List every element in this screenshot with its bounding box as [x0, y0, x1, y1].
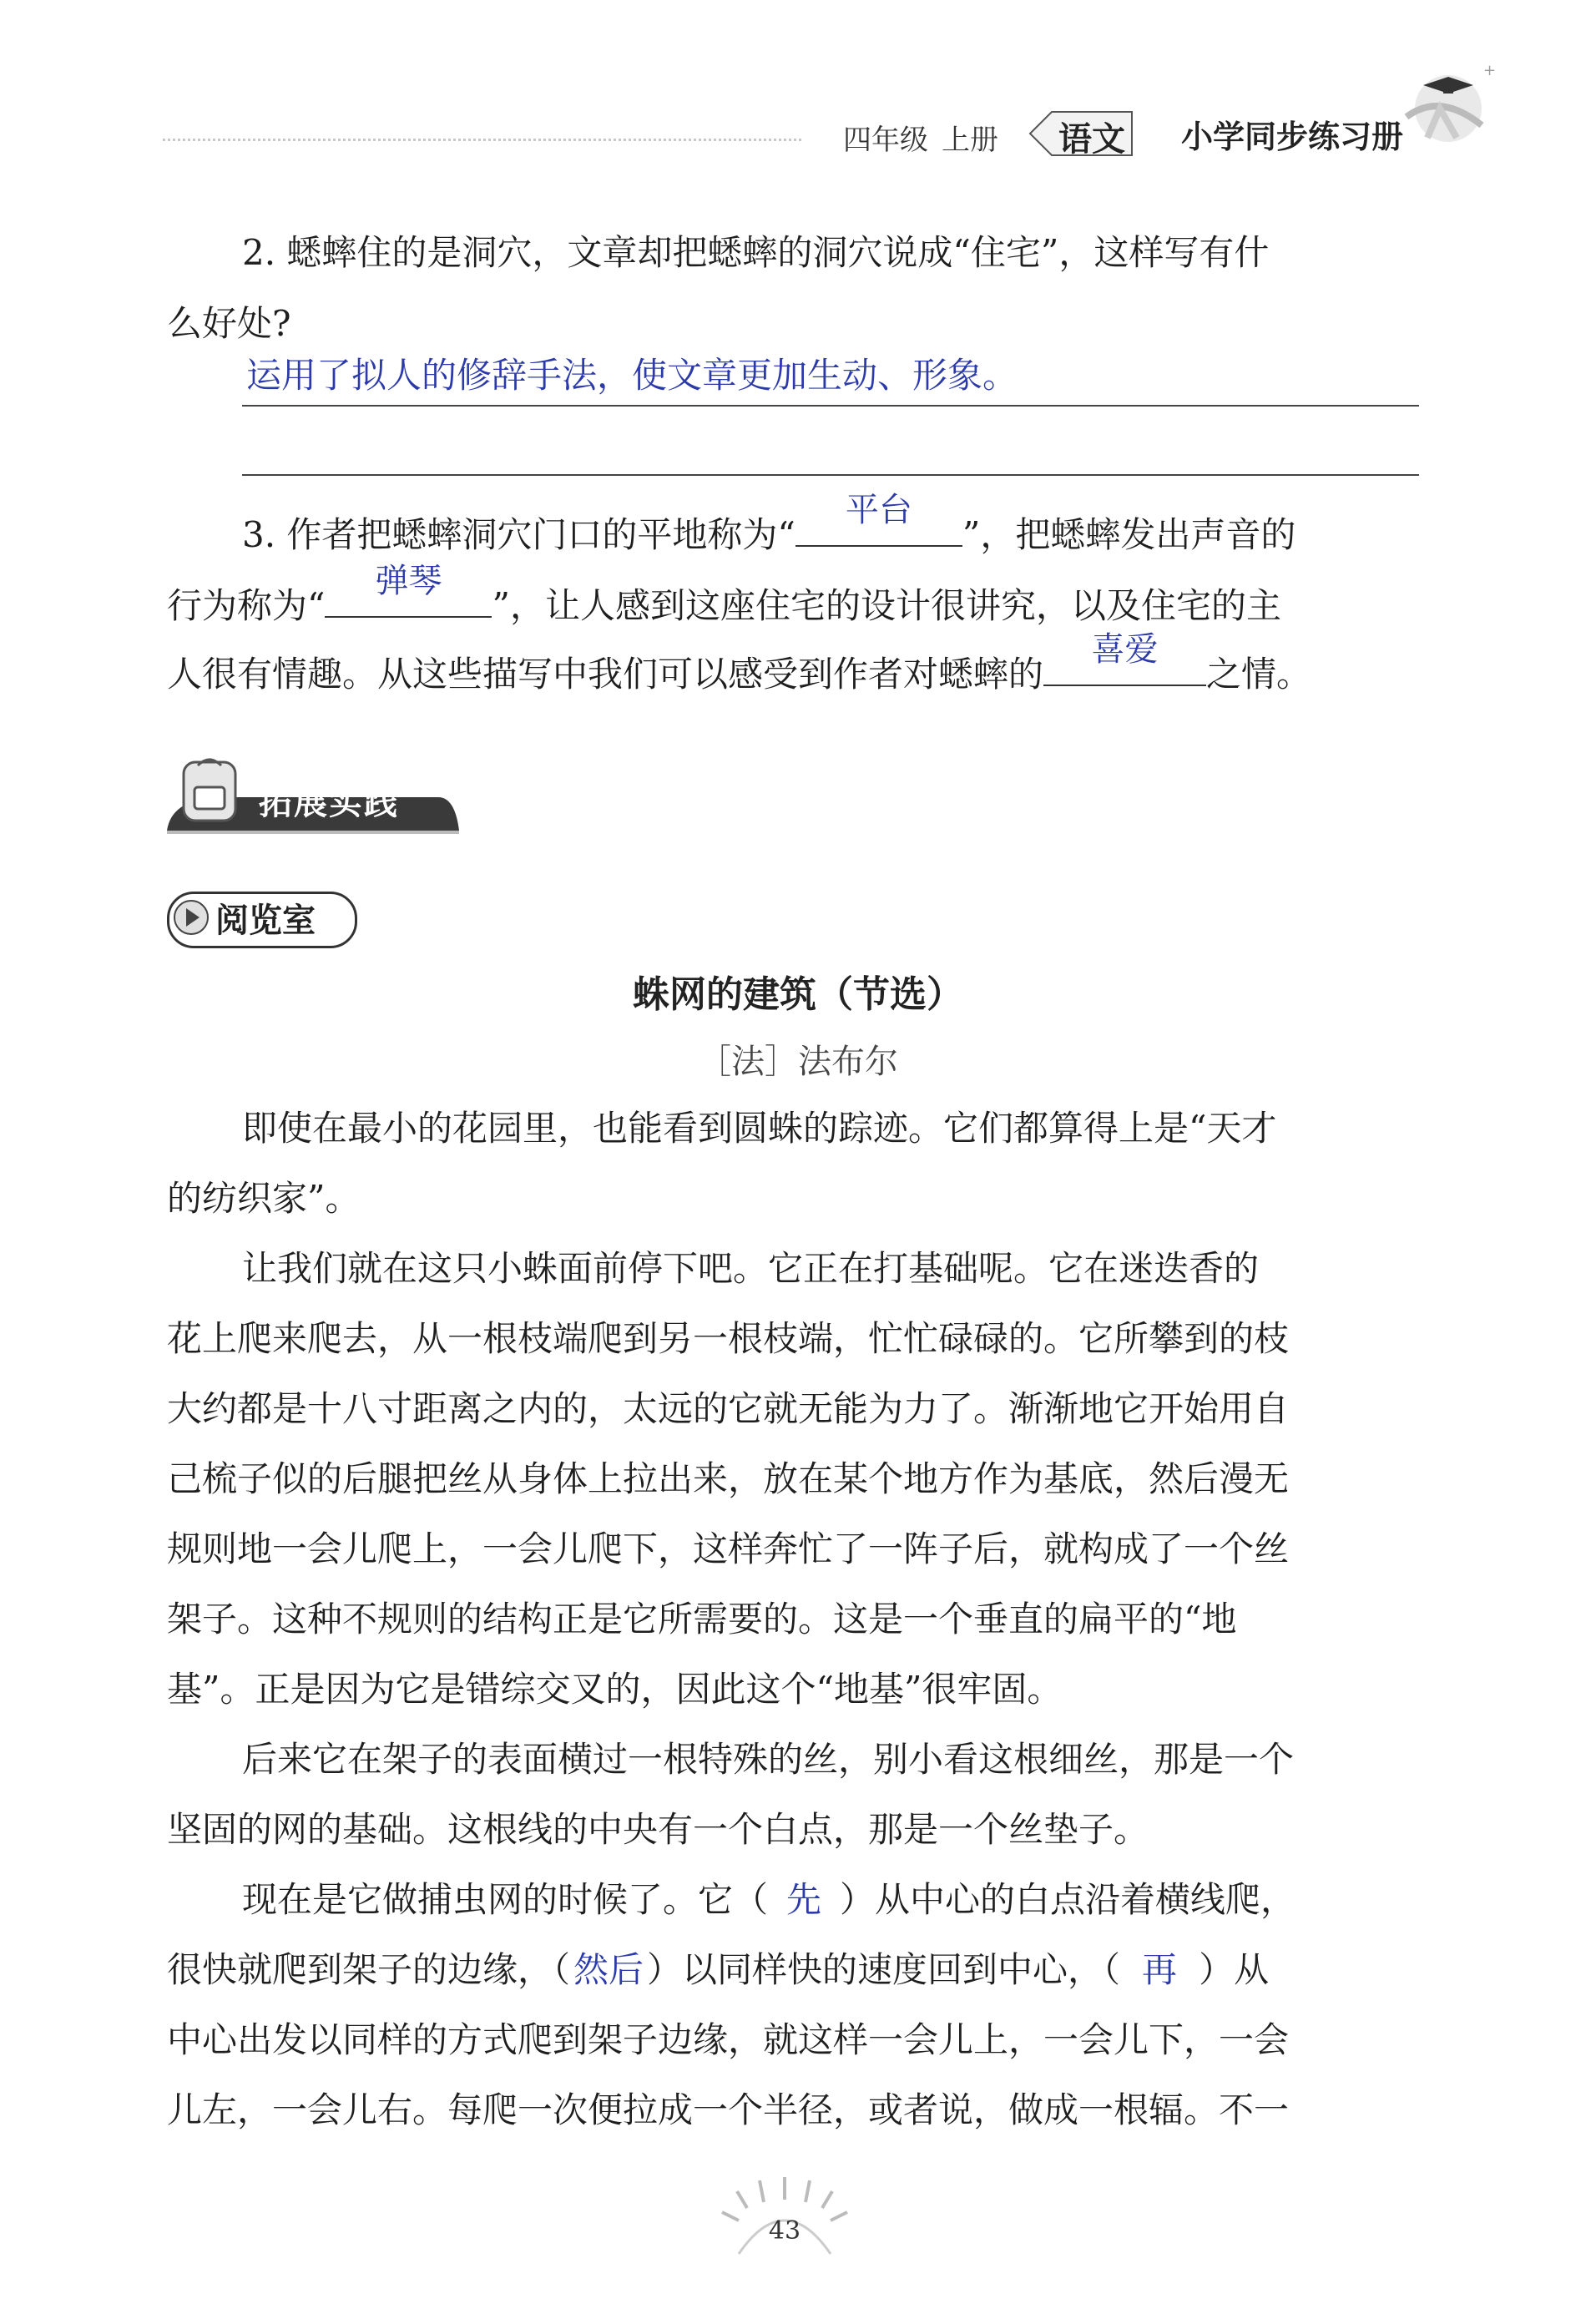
question-3-line-3 [167, 630, 1312, 698]
p5-text: 很快就爬到架子的边缘，（ [167, 1949, 571, 1990]
answer-rule-1 [242, 405, 1419, 407]
q3-blank-3 [1043, 630, 1206, 686]
article-line: 即使在最小的花园里，也能看到圆蛛的踪迹。它们都算得上是“天才 [242, 1108, 1277, 1149]
q3-blank-1 [795, 491, 962, 547]
article-line: 架子。这种不规则的结构正是它所需要的。这是一个垂直的扁平的“地 [167, 1599, 1237, 1639]
answer-rule-2 [242, 474, 1419, 476]
question-2-answer: 运用了拟人的修辞手法，使文章更加生动、形象。 [246, 355, 1018, 396]
reading-room-title: 阅览室 [215, 902, 316, 940]
p5-text: ）从 [1199, 1949, 1270, 1990]
p5-answer-2: 然后 [573, 1949, 644, 1990]
article-line: 基”。正是因为它是错综交叉的，因此这个“地基”很牢固。 [167, 1669, 1063, 1710]
article-line: 规则地一会儿爬上，一会儿爬下，这样奔忙了一阵子后，就构成了一个丝 [167, 1528, 1290, 1569]
header-grade: 四年级 [843, 124, 928, 157]
graduate-star-logo-icon [1390, 58, 1498, 167]
article-line: 己梳子似的后腿把丝从身体上拉出来，放在某个地方作为基底，然后漫无 [167, 1458, 1290, 1499]
p5-answer-1: 先 [786, 1879, 822, 1920]
article-author: ［法］法布尔 [698, 1043, 898, 1081]
p5-text: ）以同样快的速度回到中心，（ [647, 1949, 1121, 1990]
header-subject: 语文 [1058, 119, 1125, 159]
header-book-title: 小学同步练习册 [1181, 119, 1404, 155]
svg-text:+: + [1483, 62, 1497, 79]
play-arrow-icon [172, 898, 210, 937]
article-line: 坚固的网的基础。这根线的中央有一个白点，那是一个丝垫子。 [167, 1809, 1149, 1850]
question-3-line-1 [242, 491, 1296, 558]
p5-answer-3: 再 [1142, 1949, 1178, 1990]
article-p5-line-2 [167, 1947, 1269, 1993]
article-line: 让我们就在这只小蛛面前停下吧。它正在打基础呢。它在迷迭香的 [242, 1248, 1260, 1289]
article-line: 花上爬来爬去，从一根枝端爬到另一根枝端，忙忙碌碌的。它所攀到的枝 [167, 1318, 1290, 1359]
q3-blank-2-answer: 弹琴 [375, 562, 442, 600]
q3-blank-1-answer: 平台 [845, 491, 912, 529]
article-p5-line-1 [242, 1877, 1295, 1923]
header-volume: 上册 [942, 124, 998, 157]
article-title: 蛛网的建筑（节选） [633, 973, 963, 1016]
q3-blank-2 [325, 562, 492, 618]
article-p5-line-3: 中心出发以同样的方式爬到架子边缘，就这样一会儿上，一会儿下，一会 [167, 2019, 1290, 2060]
q3-line2-before: 行为称为“ [167, 585, 326, 626]
q3-line1-before: 3. 作者把蟋蟀洞穴门口的平地称为“ [242, 514, 795, 555]
q3-line2-after: ”，让人感到这座住宅的设计很讲究，以及住宅的主 [492, 585, 1281, 626]
p5-text: 现在是它做捕虫网的时候了。它（ [242, 1879, 769, 1920]
question-2-line-2: 么好处? [167, 303, 291, 344]
article-line: 的纺织家”。 [167, 1178, 361, 1219]
q3-line1-after: ”，把蟋蟀发出声音的 [962, 514, 1296, 555]
page-number: 43 [768, 2216, 801, 2246]
header-dotted-rule [163, 139, 801, 141]
q3-line3-before: 人很有情趣。从这些描写中我们可以感受到作者对蟋蟀的 [167, 654, 1044, 695]
q3-blank-3-answer: 喜爱 [1091, 630, 1159, 669]
q3-line3-after: 之情。 [1206, 654, 1312, 695]
article-p5-line-4: 儿左，一会儿右。每爬一次便拉成一个半径，或者说，做成一根辐。不一 [167, 2089, 1290, 2130]
question-2-line-1: 2. 蟋蟀住的是洞穴，文章却把蟋蟀的洞穴说成“住宅”，这样写有什 [242, 232, 1270, 273]
p5-text: ）从中心的白点沿着横线爬， [840, 1879, 1296, 1920]
article-line: 大约都是十八寸距离之内的，太远的它就无能为力了。渐渐地它开始用自 [167, 1388, 1290, 1429]
question-3-line-2 [167, 562, 1281, 629]
section-title: 拓展实践 [259, 784, 399, 822]
article-line: 后来它在架子的表面横过一根特殊的丝，别小看这根细丝，那是一个 [242, 1739, 1295, 1780]
